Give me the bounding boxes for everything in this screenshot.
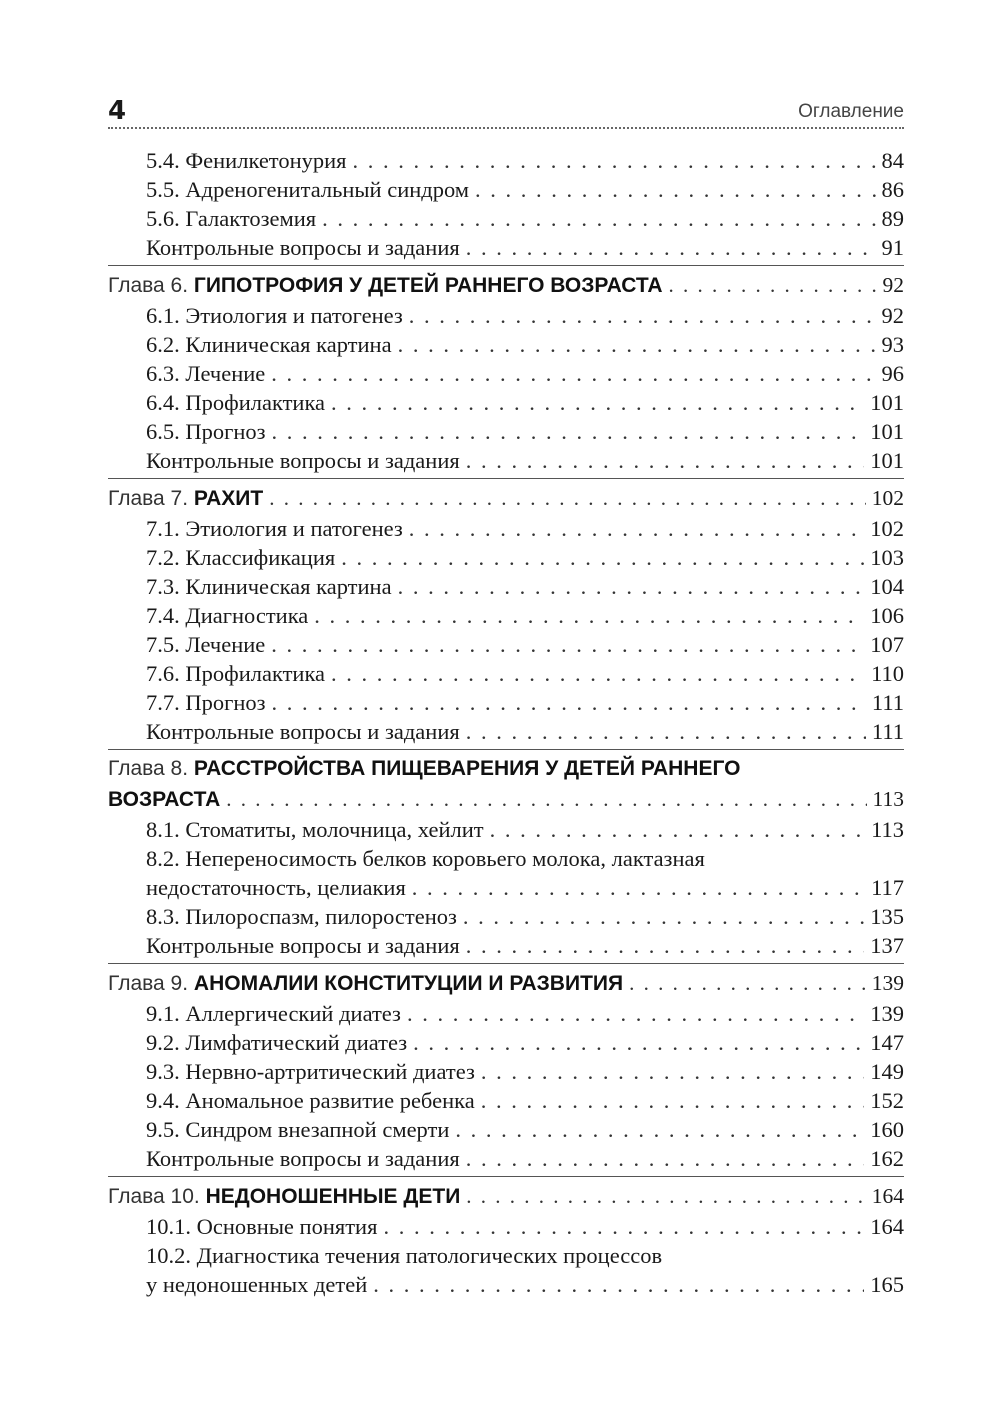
toc-entry-title: 7.6. Профилактика [146,661,326,686]
leader-dots [466,1144,865,1173]
toc-entry [108,1086,904,1115]
toc-entry-title: 9.4. Аномальное развитие ребенка [146,1088,475,1113]
chapter-divider [108,478,904,479]
toc-entry-title: 6.5. Прогноз [146,419,266,444]
leader-dots [629,968,866,998]
toc-entry-page: 102 [870,516,904,541]
leader-dots [466,446,865,475]
toc-entry-title: 8.3. Пилороспазм, пилоростеноз [146,904,457,929]
toc-entry [108,1057,904,1086]
leader-dots [269,483,866,513]
toc-entry-page: 149 [870,1059,904,1084]
toc-entry-page: 93 [881,332,904,357]
toc-entry-page: 102 [871,486,904,510]
toc-entry [108,301,904,330]
toc-entry [108,601,904,630]
toc-entry-title: 9.3. Нервно-артритический диатез [146,1059,475,1084]
chapter-divider [108,749,904,750]
toc-entry-page: 165 [870,1272,904,1297]
toc-entry-page: 117 [871,875,904,900]
leader-dots [271,630,864,659]
toc-entry [108,999,904,1028]
toc-entry [108,1115,904,1144]
leader-dots [331,659,865,688]
toc-entry [108,902,904,931]
toc-entry-page: 101 [870,419,904,444]
leader-dots [226,784,866,814]
toc-entry-page: 111 [871,719,904,744]
toc-entry-title: 5.6. Галактоземия [146,206,317,231]
leader-dots [407,999,864,1028]
leader-dots [481,1057,864,1086]
chapter-label: Глава 6. [108,274,194,297]
toc-entry [108,330,904,359]
toc-entry [108,388,904,417]
chapter-label: Глава 8. [108,757,194,780]
leader-dots [314,601,864,630]
leader-dots [466,233,876,262]
toc-entry [108,815,904,844]
chapter-title: ГИПОТРОФИЯ У ДЕТЕЙ РАННЕГО ВОЗРАСТА [193,274,663,297]
toc-entry-page: 107 [870,632,904,657]
toc-entry-page: 91 [881,235,904,260]
toc-entry-title: 9.2. Лимфатический диатез [146,1030,408,1055]
toc-chapter [108,784,904,815]
toc-chapter-first-line [108,754,904,784]
chapter-divider [108,1176,904,1177]
toc-entry [108,572,904,601]
toc-entry-title: 7.4. Диагностика [146,603,309,628]
chapter-label: Глава 10. [108,1185,206,1208]
leader-dots [466,717,866,746]
chapter-title: РАССТРОЙСТВА ПИЩЕВАРЕНИЯ У ДЕТЕЙ РАННЕГО [193,757,741,780]
chapter-title: РАХИТ [193,487,264,510]
toc-entry [108,514,904,543]
toc-entry [108,204,904,233]
toc-entry-page: 89 [881,206,904,231]
toc-entry-title: Контрольные вопросы и задания [146,1146,460,1171]
chapter-divider [108,963,904,964]
leader-dots [481,1086,865,1115]
toc-entry-page: 164 [871,1184,904,1208]
toc-entry-page: 164 [870,1214,904,1239]
leader-dots [373,1270,864,1299]
toc-entry [108,175,904,204]
page-number: 4 [108,96,127,126]
toc-entry [108,417,904,446]
leader-dots [398,330,876,359]
toc-entry-title-continued: у недоношенных детей [146,1272,368,1297]
leader-dots [490,815,865,844]
toc-entry-title: Контрольные вопросы и задания [146,933,460,958]
leader-dots [272,688,866,717]
toc-entry-title: 7.2. Классификация [146,545,336,570]
leader-dots [409,301,876,330]
running-header-title: Оглавление [798,101,904,122]
toc-entry-title: 5.5. Адреногенитальный синдром [146,177,470,202]
toc-entry-page: 160 [870,1117,904,1142]
toc-entry-page: 96 [881,361,904,386]
leader-dots [353,146,876,175]
toc-entry-title: 9.1. Аллергический диатез [146,1001,401,1026]
toc-entry-page: 101 [870,390,904,415]
leader-dots [475,175,875,204]
toc-entry-page: 86 [881,177,904,202]
toc-chapter [108,968,904,999]
toc-entry-page: 84 [881,148,904,173]
toc-entry-title: 6.4. Профилактика [146,390,326,415]
leader-dots [669,270,877,300]
toc-entry-title: 10.1. Основные понятия [146,1214,378,1239]
header-divider [108,127,904,129]
toc-entry-page: 110 [871,661,904,686]
toc-chapter [108,270,904,301]
toc-entry-first-line: 10.2. Диагностика течения патологических процессов [146,1243,663,1268]
toc-entry-title: 7.7. Прогноз [146,690,266,715]
toc-entry [108,1270,904,1299]
toc-entry-page: 139 [871,971,904,995]
toc-entry-page: 106 [870,603,904,628]
toc-entry-title: Контрольные вопросы и задания [146,448,460,473]
toc-entry-page: 101 [870,448,904,473]
chapter-label: Глава 7. [108,487,194,510]
leader-dots [466,1181,865,1211]
toc-entry [108,931,904,960]
leader-dots [383,1212,864,1241]
toc-entry [108,359,904,388]
toc-entry-title: 7.3. Клиническая картина [146,574,392,599]
toc-entry-title: Контрольные вопросы и задания [146,719,460,744]
leader-dots [322,204,875,233]
toc-entry-title: 6.2. Клиническая картина [146,332,392,357]
toc-entry [108,688,904,717]
chapter-divider [108,265,904,266]
toc-entry [108,717,904,746]
toc-entry-first-line: 8.2. Непереносимость белков коровьего молока, лактазная [146,846,705,871]
toc-entry-title: 5.4. Фенилкетонурия [146,148,347,173]
leader-dots [466,931,865,960]
toc-entry-page: 92 [881,303,904,328]
toc-entry-title: 6.3. Лечение [146,361,266,386]
chapter-title: НЕДОНОШЕННЫЕ ДЕТИ [205,1185,461,1208]
toc-entry-page: 103 [870,545,904,570]
toc-entry-title: 7.5. Лечение [146,632,266,657]
leader-dots [409,514,864,543]
toc-entry-page: 152 [870,1088,904,1113]
leader-dots [272,417,865,446]
table-of-contents [108,146,904,1299]
toc-entry-page: 139 [870,1001,904,1026]
toc-entry [108,146,904,175]
toc-entry-page: 104 [870,574,904,599]
toc-entry-title: 8.1. Стоматиты, молочница, хейлит [146,817,484,842]
toc-chapter [108,483,904,514]
toc-entry-title-continued: недостаточность, целиакия [146,875,406,900]
toc-entry-page: 113 [871,817,904,842]
toc-entry-title: 7.1. Этиология и патогенез [146,516,403,541]
toc-entry [108,543,904,572]
leader-dots [455,1115,864,1144]
toc-entry-page: 137 [870,933,904,958]
toc-entry-page: 135 [870,904,904,929]
toc-entry [108,1212,904,1241]
leader-dots [412,873,865,902]
leader-dots [341,543,864,572]
leader-dots [413,1028,864,1057]
toc-entry [108,1028,904,1057]
chapter-title-continued: ВОЗРАСТА [108,788,221,811]
toc-entry [108,873,904,902]
toc-entry-page: 162 [870,1146,904,1171]
leader-dots [331,388,864,417]
chapter-title: АНОМАЛИИ КОНСТИТУЦИИ И РАЗВИТИЯ [193,972,624,995]
toc-entry [108,233,904,262]
leader-dots [271,359,875,388]
toc-entry [108,630,904,659]
toc-entry-page: 147 [870,1030,904,1055]
toc-entry [108,1144,904,1173]
leader-dots [398,572,865,601]
toc-entry-title: 6.1. Этиология и патогенез [146,303,403,328]
toc-entry [108,659,904,688]
chapter-label: Глава 9. [108,972,194,995]
toc-entry-title: Контрольные вопросы и задания [146,235,460,260]
toc-entry-page: 113 [872,787,904,811]
toc-chapter [108,1181,904,1212]
toc-entry [108,446,904,475]
toc-entry-page: 111 [871,690,904,715]
toc-entry-page: 92 [882,273,904,297]
leader-dots [463,902,864,931]
toc-entry-title: 9.5. Синдром внезапной смерти [146,1117,450,1142]
